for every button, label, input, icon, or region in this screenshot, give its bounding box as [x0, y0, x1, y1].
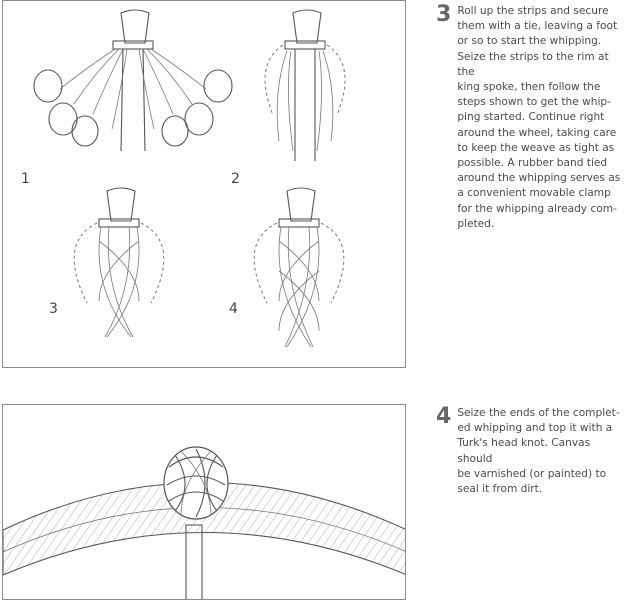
turks-head-knot: [164, 447, 228, 519]
whipping-steps-drawing: [3, 1, 407, 369]
step-3: [436, 4, 624, 232]
step-4-text: Seize the ends of the complet- ed whipping and top it with a Turk's head knot. Canvas should be varnished (or painted) to seal it from dirt.: [457, 407, 620, 496]
step-3-number: 3: [436, 2, 452, 27]
turks-head-knot-illustration: [2, 404, 406, 600]
figure-3-drawing: [74, 188, 164, 337]
figure-label-2: 2: [231, 171, 240, 187]
figure-label-1: 1: [21, 171, 30, 187]
figure-2-drawing: [265, 10, 345, 161]
step-4-number: 4: [436, 404, 452, 429]
step-3-text: Roll up the strips and secure them with a tie, leaving a foot or so to start the whipping. Seize the strips to the rim at the king spoke, then follow the steps shown to get the whip- ping started. Continue right around the wheel, taking care to keep the weave as tight as possible. A rubber band tied around the whipping serves as a convenient movable clamp for the whipping already com- pleted.: [457, 5, 621, 230]
step-4: [436, 406, 626, 497]
figure-4-drawing: [254, 188, 344, 347]
whipping-steps-illustration: [2, 0, 406, 368]
turks-head-knot-drawing: [3, 405, 406, 600]
figure-label-3: 3: [49, 301, 58, 317]
figure-label-4: 4: [229, 301, 238, 317]
figure-1-drawing: [34, 10, 232, 151]
